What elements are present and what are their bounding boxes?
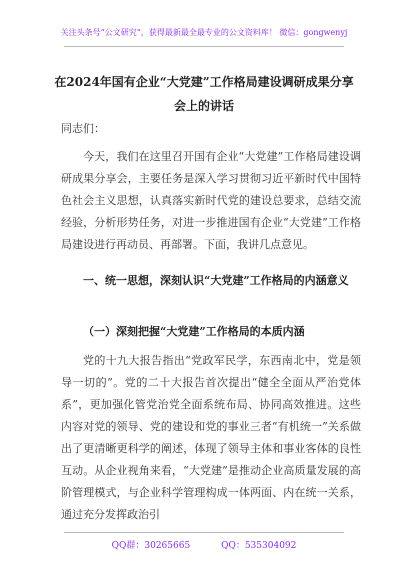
subsection-heading-1: （一）深刻把握“大党建”工作格局的本质内涵 [83, 325, 305, 338]
document-title: 在2024年国有企业“大党建”工作格局建设调研成果分享会上的讲话 [54, 75, 354, 113]
paragraph-body: 党的十九大报告指出“党政军民学，东西南北中，党是领导一切的”。党的二十大报告首次提出“健全全面从严治党体系”，更加强化管党治党全面系统布局、协同高效推进。这些内容对党的领导、党的建设和党的事业三者“有机统一”关系做出了更清晰更科学的阐述，体现了领导主体和事业客体的良性互动。从企业视角来看，“大党建”是推动企业高质量发展的高阶管理模式，与企业科学管理构成一体两面、内在统一关系，通过充分发挥政治引 [61, 354, 361, 521]
footer-divider [64, 532, 344, 533]
header-divider [64, 46, 344, 47]
header-note: 关注头条号“公文研究”，获得最新最全最专业的公文资料库！ 微信：gongwenyj [60, 28, 348, 37]
paragraph-intro: 今天，我们在这里召开国有企业“大党建”工作格局建设调研成果分享会，主要任务是深入学习贯彻习近平新时代中国特色社会主义思想，认真落实新时代党的建设总要求，总结交流经验，分析形势任务，对进一步推进国有企业“大党建”工作格局建设进行再动员、再部署。下面，我讲几点意见。 [61, 150, 361, 251]
footer-contacts [0, 538, 408, 551]
footer-qq-group: QQ群：30265665 [111, 541, 191, 551]
footer-qq: QQ：535304092 [221, 541, 297, 551]
salutation: 同志们： [61, 122, 105, 135]
section-heading-1: 一、统一思想，深刻认识“大党建”工作格局的内涵意义 [83, 274, 349, 287]
